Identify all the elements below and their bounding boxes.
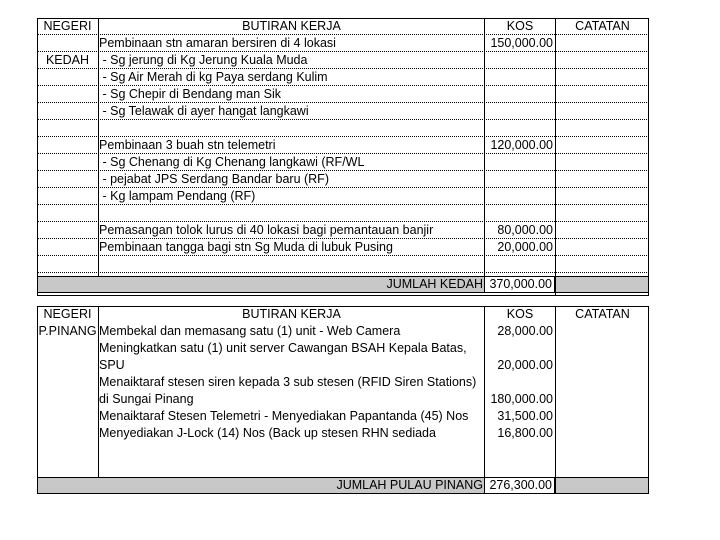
kedah-total-row bbox=[37, 276, 649, 293]
kedah-kos-cell bbox=[485, 205, 555, 222]
kedah-table-row bbox=[37, 256, 649, 273]
pinang-table-row bbox=[37, 374, 649, 391]
kedah-butiran-cell: - Sg Air Merah di kg Paya serdang Kulim bbox=[99, 70, 328, 84]
pinang-butiran-cell: SPU bbox=[99, 358, 125, 372]
kedah-kos-cell: 80,000.00 bbox=[497, 223, 553, 237]
pinang-total-value: 276,300.00 bbox=[484, 478, 555, 493]
kedah-header-row bbox=[37, 18, 649, 35]
pinang-butiran-cell bbox=[98, 442, 484, 459]
pinang-butiran-cell: Menaiktaraf Stesen Telemetri - Menyediakan Papantanda (45) Nos bbox=[99, 409, 469, 423]
kedah-negeri-cell: KEDAH bbox=[45, 53, 90, 67]
pinang-header-butiran: BUTIRAN KERJA bbox=[242, 307, 341, 321]
pinang-butiran-cell: di Sungai Pinang bbox=[99, 392, 194, 406]
pinang-table-row bbox=[37, 323, 649, 340]
pinang-table-row bbox=[37, 442, 649, 459]
kedah-kos-cell bbox=[485, 188, 555, 205]
kedah-total-value: 370,000.00 bbox=[484, 277, 555, 292]
kedah-table-row bbox=[37, 86, 649, 103]
pinang-kos-cell: 20,000.00 bbox=[497, 358, 553, 372]
kedah-kos-cell bbox=[485, 86, 555, 103]
kedah-total-label: JUMLAH KEDAH bbox=[386, 277, 483, 291]
kedah-table-row bbox=[37, 52, 649, 69]
pinang-butiran-cell bbox=[98, 459, 484, 476]
kedah-kos-cell bbox=[485, 103, 555, 120]
kedah-table-row bbox=[37, 137, 649, 154]
pinang-kos-cell bbox=[485, 340, 555, 357]
pinang-kos-cell bbox=[485, 442, 555, 459]
pinang-kos-cell bbox=[485, 374, 555, 391]
pinang-kos-cell: 28,000.00 bbox=[497, 324, 553, 338]
kedah-butiran-cell: - pejabat JPS Serdang Bandar baru (RF) bbox=[99, 172, 329, 186]
pinang-table-row bbox=[37, 459, 649, 476]
pinang-header-catatan: CATATAN bbox=[575, 307, 630, 321]
kedah-table-row bbox=[37, 154, 649, 171]
kedah-butiran-cell: Pembinaan stn amaran bersiren di 4 lokasi bbox=[99, 36, 336, 50]
kedah-butiran-cell bbox=[98, 205, 484, 222]
kedah-table-row bbox=[37, 222, 649, 239]
kedah-table-row bbox=[37, 69, 649, 86]
pinang-negeri-cell: P.PINANG bbox=[38, 324, 97, 338]
pinang-kos-cell bbox=[485, 459, 555, 476]
kedah-butiran-cell bbox=[98, 120, 484, 137]
kedah-butiran-cell: - Sg jerung di Kg Jerung Kuala Muda bbox=[99, 53, 308, 67]
kedah-table-row bbox=[37, 171, 649, 188]
pinang-table-row bbox=[37, 340, 649, 357]
pinang-butiran-cell: Meningkatkan satu (1) unit server Cawangan BSAH Kepala Batas, bbox=[99, 341, 467, 355]
kedah-kos-cell bbox=[485, 256, 555, 273]
kedah-table-row bbox=[37, 239, 649, 256]
kedah-butiran-cell: - Sg Chenang di Kg Chenang langkawi (RF/WL bbox=[99, 155, 365, 169]
kedah-table-row bbox=[37, 120, 649, 137]
pinang-header-negeri: NEGERI bbox=[43, 307, 92, 321]
pinang-header-row bbox=[37, 306, 649, 323]
kedah-table-row bbox=[37, 205, 649, 222]
kedah-header-butiran: BUTIRAN KERJA bbox=[242, 19, 341, 33]
kedah-kos-cell bbox=[485, 120, 555, 137]
kedah-table-row bbox=[37, 35, 649, 52]
kedah-butiran-cell: Pembinaan tangga bagi stn Sg Muda di lubuk Pusing bbox=[99, 240, 393, 254]
kedah-butiran-cell: - Kg lampam Pendang (RF) bbox=[99, 189, 256, 203]
kedah-kos-cell bbox=[485, 69, 555, 86]
kedah-header-negeri: NEGERI bbox=[43, 19, 92, 33]
kedah-kos-cell bbox=[485, 52, 555, 69]
pinang-kos-cell: 180,000.00 bbox=[490, 392, 553, 406]
pinang-butiran-cell: Menaiktaraf stesen siren kepada 3 sub stesen (RFID Siren Stations) bbox=[99, 375, 477, 389]
pinang-table bbox=[37, 306, 649, 494]
kedah-butiran-cell: Pembinaan 3 buah stn telemetri bbox=[99, 138, 276, 152]
kedah-butiran-cell: - Sg Telawak di ayer hangat langkawi bbox=[99, 104, 309, 118]
pinang-table-row bbox=[37, 408, 649, 425]
kedah-table-row bbox=[37, 188, 649, 205]
kedah-table-row bbox=[37, 103, 649, 120]
kedah-butiran-cell: Pemasangan tolok lurus di 40 lokasi bagi pemantauan banjir bbox=[99, 223, 434, 237]
pinang-header-kos: KOS bbox=[506, 307, 534, 321]
kedah-kos-cell: 120,000.00 bbox=[490, 138, 553, 152]
kedah-kos-cell bbox=[485, 171, 555, 188]
pinang-butiran-cell: Menyediakan J-Lock (14) Nos (Back up stesen RHN sediada bbox=[99, 426, 436, 440]
kedah-kos-cell: 20,000.00 bbox=[497, 240, 553, 254]
kedah-butiran-cell: - Sg Chepir di Bendang man Sik bbox=[99, 87, 282, 101]
pinang-table-row bbox=[37, 391, 649, 408]
pinang-table-row bbox=[37, 357, 649, 374]
pinang-kos-cell: 16,800.00 bbox=[497, 426, 553, 440]
pinang-butiran-cell: Membekal dan memasang satu (1) unit - Web Camera bbox=[99, 324, 401, 338]
kedah-header-catatan: CATATAN bbox=[575, 19, 630, 33]
kedah-kos-cell: 150,000.00 bbox=[490, 36, 553, 50]
kedah-header-kos: KOS bbox=[506, 19, 534, 33]
pinang-total-row bbox=[37, 477, 649, 494]
pinang-total-label: JUMLAH PULAU PINANG bbox=[336, 478, 483, 492]
kedah-kos-cell bbox=[485, 154, 555, 171]
kedah-butiran-cell bbox=[98, 256, 484, 273]
pinang-kos-cell: 31,500.00 bbox=[497, 409, 553, 423]
kedah-table bbox=[37, 18, 649, 296]
pinang-table-row bbox=[37, 425, 649, 442]
